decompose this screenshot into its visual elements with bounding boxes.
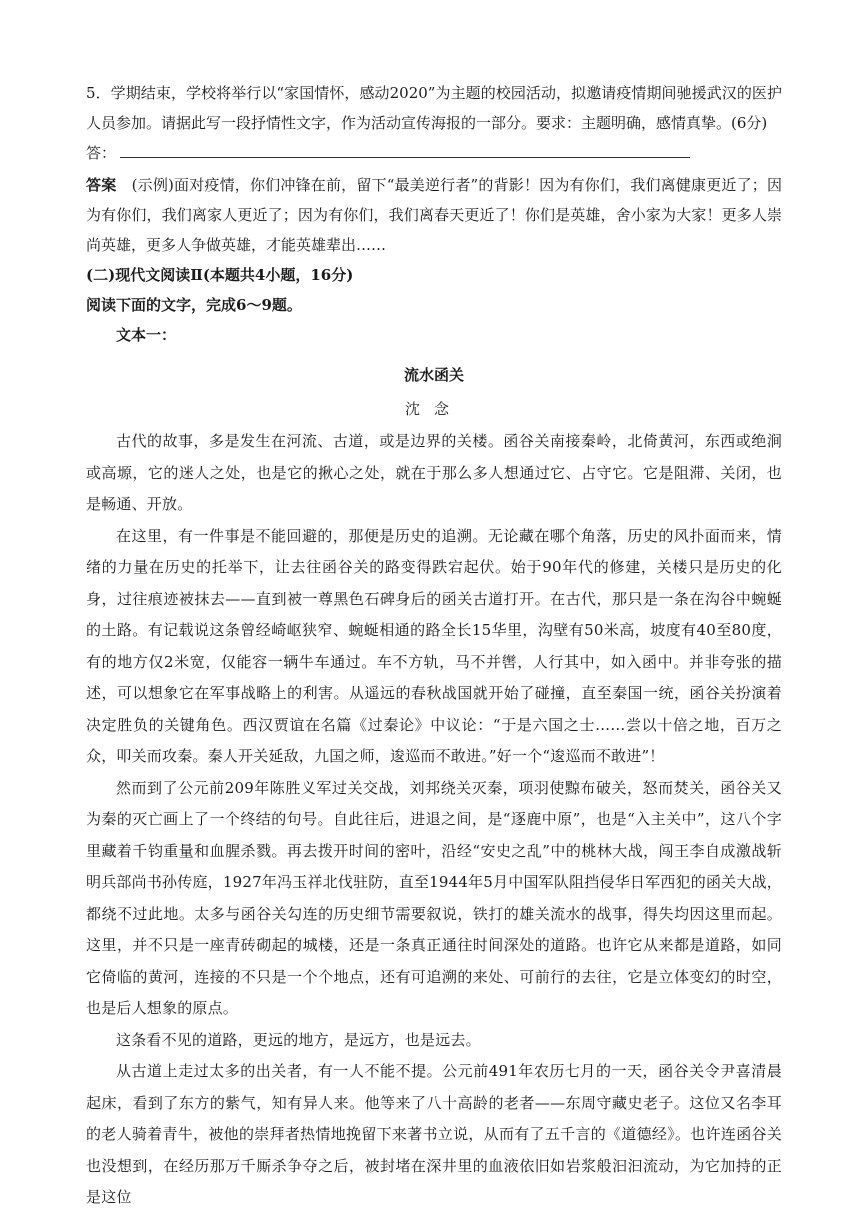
article-body [86,426,782,1214]
answer-block [86,170,782,260]
answer-blank-line[interactable] [120,139,690,158]
section-instruction: 阅读下面的文字，完成6～9题。 [86,296,302,314]
article-paragraph: 古代的故事，多是发生在河流、古道，或是边界的关楼。函谷关南接秦岭，北倚黄河，东西或绝涧或高塬，它的迷人之处，也是它的揪心之处，就在于那么多人想通过它、占守它。它是阻滞、关闭，也是畅通、开放。 [86,432,782,513]
question-5 [86,78,782,168]
text-one-label: 文本一： [116,326,177,344]
question-5-text: 5．学期结束，学校将举行以“家国情怀，感动2020”为主题的校园活动，拟邀请疫情期间驰援武汉的医护人员参加。请据此写一段抒情性文字，作为活动宣传海报的一部分。要求：主题明确，感情真挚。(6分) [86,84,782,132]
article-paragraph: 在这里，有一件事是不能回避的，那便是历史的追溯。无论藏在哪个角落，历史的风扑面而来，情绪的力量在历史的托举下，让去往函谷关的路变得跌宕起伏。始于90年代的修建，关楼只是历史的化身，过往痕迹被抹去——直到被一尊黑色石碑身后的函关古道打开。在古代，那只是一条在沟谷中蜿蜒的土路。有记载说这条曾经崎岖狭窄、蜿蜒相通的路全长15华里，沟壁有50米高，坡度有40至80度，有的地方仅2米宽，仅能容一辆牛车通过。车不方轨，马不并辔，人行其中，如入函中。并非夸张的描述，可以想象它在军事战略上的利害。从遥远的春秋战国就开始了碰撞，直至秦国一统，函谷关扮演着决定胜负的关键角色。西汉贾谊在名篇《过秦论》中议论：“于是六国之士……尝以十倍之地，百万之众，叩关而攻秦。秦人开关延敌，九国之师，逡巡而不敢进。”好一个“逡巡而不敢进”！ [86,526,782,765]
article-author: 沈念 [404,400,463,418]
article-paragraph: 然而到了公元前209年陈胜义军过关交战，刘邦绕关灭秦，项羽使黥布破关，怒而焚关，函谷关又为秦的灭亡画上了一个终结的句号。自此往后，进退之间，是“逐鹿中原”，也是“入主关中”，这八个字里藏着千钧重量和血腥杀戮。再去拨开时间的密叶，沿经“安史之乱”中的桃林大战，闯王李自成激战斩明兵部尚书孙传庭，1927年冯玉祥北伐驻防，直至1944年5月中国军队阻挡侵华日军西犯的函关大战，都绕不过此地。太多与函谷关勾连的历史细节需要叙说，铁打的雄关流水的战事，得失均因这里而起。这里，并不只是一座青砖砌起的城楼，还是一条真正通往时间深处的道路。也许它从来都是道路，如同它倚临的黄河，连接的不只是一个个地点，还有可追溯的来处、可前行的去往，它是立体变幻的时空，也是后人想象的原点。 [86,778,782,1017]
answer-prefix: 答： [86,144,117,162]
answer-label: 答案 [86,176,117,194]
article-paragraph: 这条看不见的道路，更远的地方，是远方，也是远去。 [116,1030,481,1049]
answer-text: (示例)面对疫情，你们冲锋在前，留下“最美逆行者”的背影！因为有你们，我们离健康更近了；因为有你们，我们离家人更近了；因为有你们，我们离春天更近了！你们是英雄，舍小家为大家！更多人崇尚英雄，更多人争做英雄，才能英雄辈出…… [86,176,782,254]
article-title: 流水函关 [403,366,464,384]
section-heading: (二)现代文阅读Ⅱ(本题共4小题，16分) [86,266,354,284]
article-paragraph: 从古道上走过太多的出关者，有一人不能不提。公元前491年农历七月的一天，函谷关令尹喜清晨起床，看到了东方的紫气，知有异人来。他等来了八十高龄的老者——东周守藏史老子。这位又名李耳的老人骑着青牛，被他的崇拜者热情地挽留下来著书立说，从而有了五千言的《道德经》。也许连函谷关也没想到，在经历那万千厮杀争夺之后，被封堵在深井里的血液依旧如岩浆般汩汩流动，为它加持的正是这位 [86,1062,782,1206]
